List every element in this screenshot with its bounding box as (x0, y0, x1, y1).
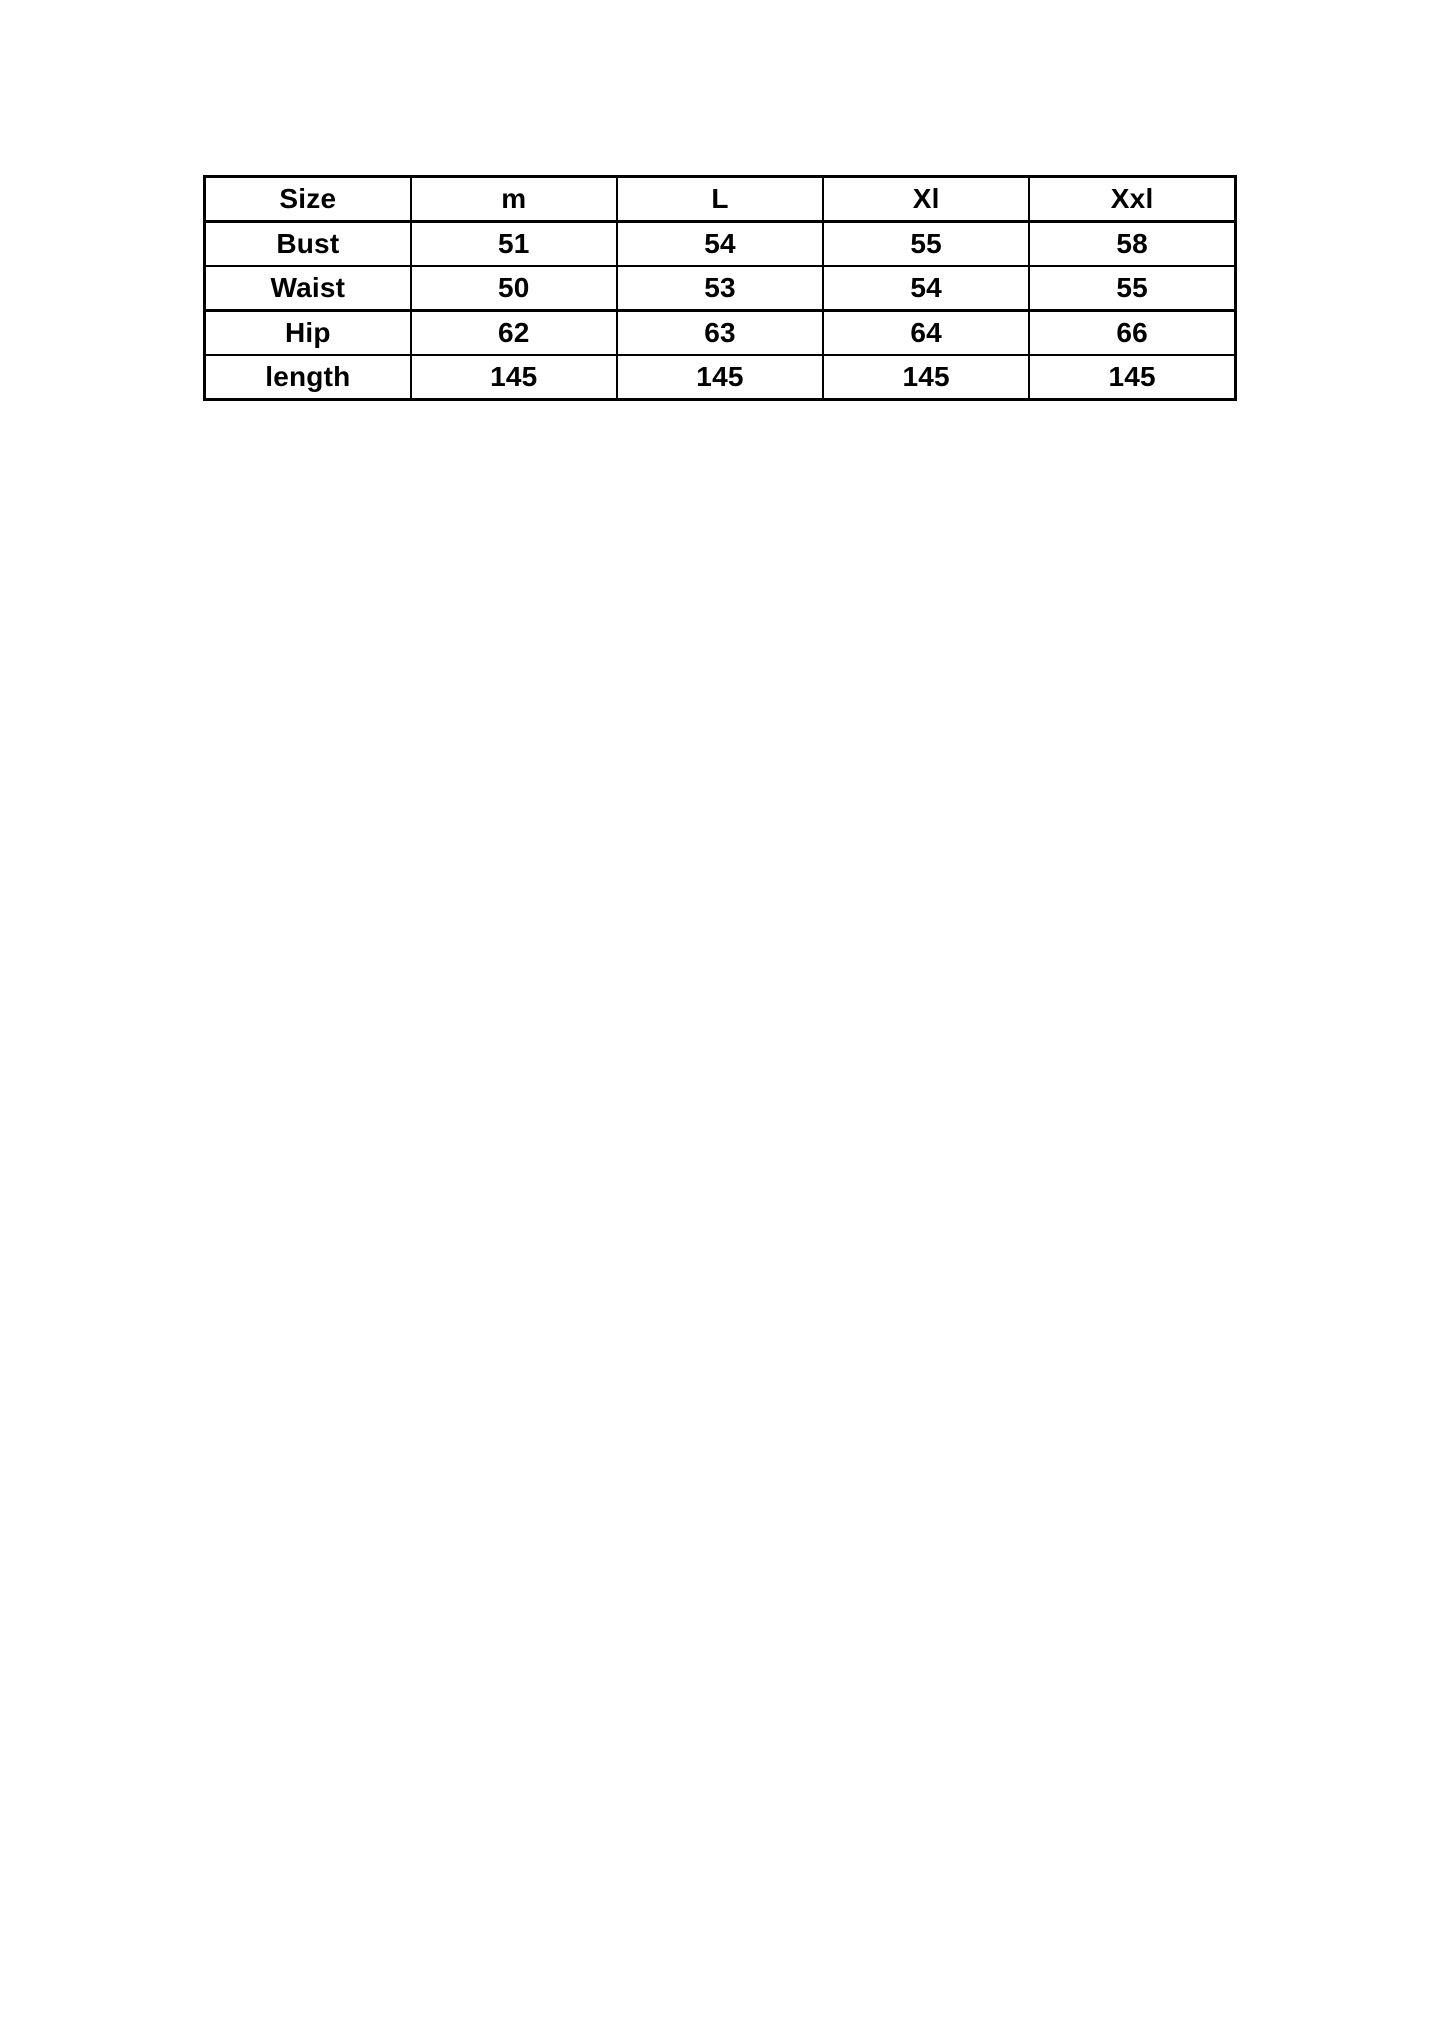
header-cell-xl: Xl (823, 177, 1029, 222)
row-label: Bust (205, 222, 411, 267)
header-cell-xxl: Xxl (1029, 177, 1235, 222)
table-cell: 55 (823, 222, 1029, 267)
header-row (205, 177, 1236, 222)
table-row-length (205, 355, 1236, 400)
header-cell-size: Size (205, 177, 411, 222)
table-cell: 64 (823, 311, 1029, 356)
table-cell: 145 (411, 355, 617, 400)
header-cell-m: m (411, 177, 617, 222)
table-cell: 63 (617, 311, 823, 356)
table-cell: 145 (823, 355, 1029, 400)
table-cell: 62 (411, 311, 617, 356)
row-label: length (205, 355, 411, 400)
table-cell: 54 (823, 266, 1029, 311)
table-cell: 50 (411, 266, 617, 311)
table-cell: 54 (617, 222, 823, 267)
table-cell: 145 (617, 355, 823, 400)
table-row-waist (205, 266, 1236, 311)
table-cell: 66 (1029, 311, 1235, 356)
size-chart-table (203, 175, 1237, 401)
table-row-bust (205, 222, 1236, 267)
table-cell: 51 (411, 222, 617, 267)
header-cell-l: L (617, 177, 823, 222)
table-cell: 55 (1029, 266, 1235, 311)
table-row-hip (205, 311, 1236, 356)
table-cell: 58 (1029, 222, 1235, 267)
row-label: Waist (205, 266, 411, 311)
table-cell: 145 (1029, 355, 1235, 400)
row-label: Hip (205, 311, 411, 356)
table-cell: 53 (617, 266, 823, 311)
